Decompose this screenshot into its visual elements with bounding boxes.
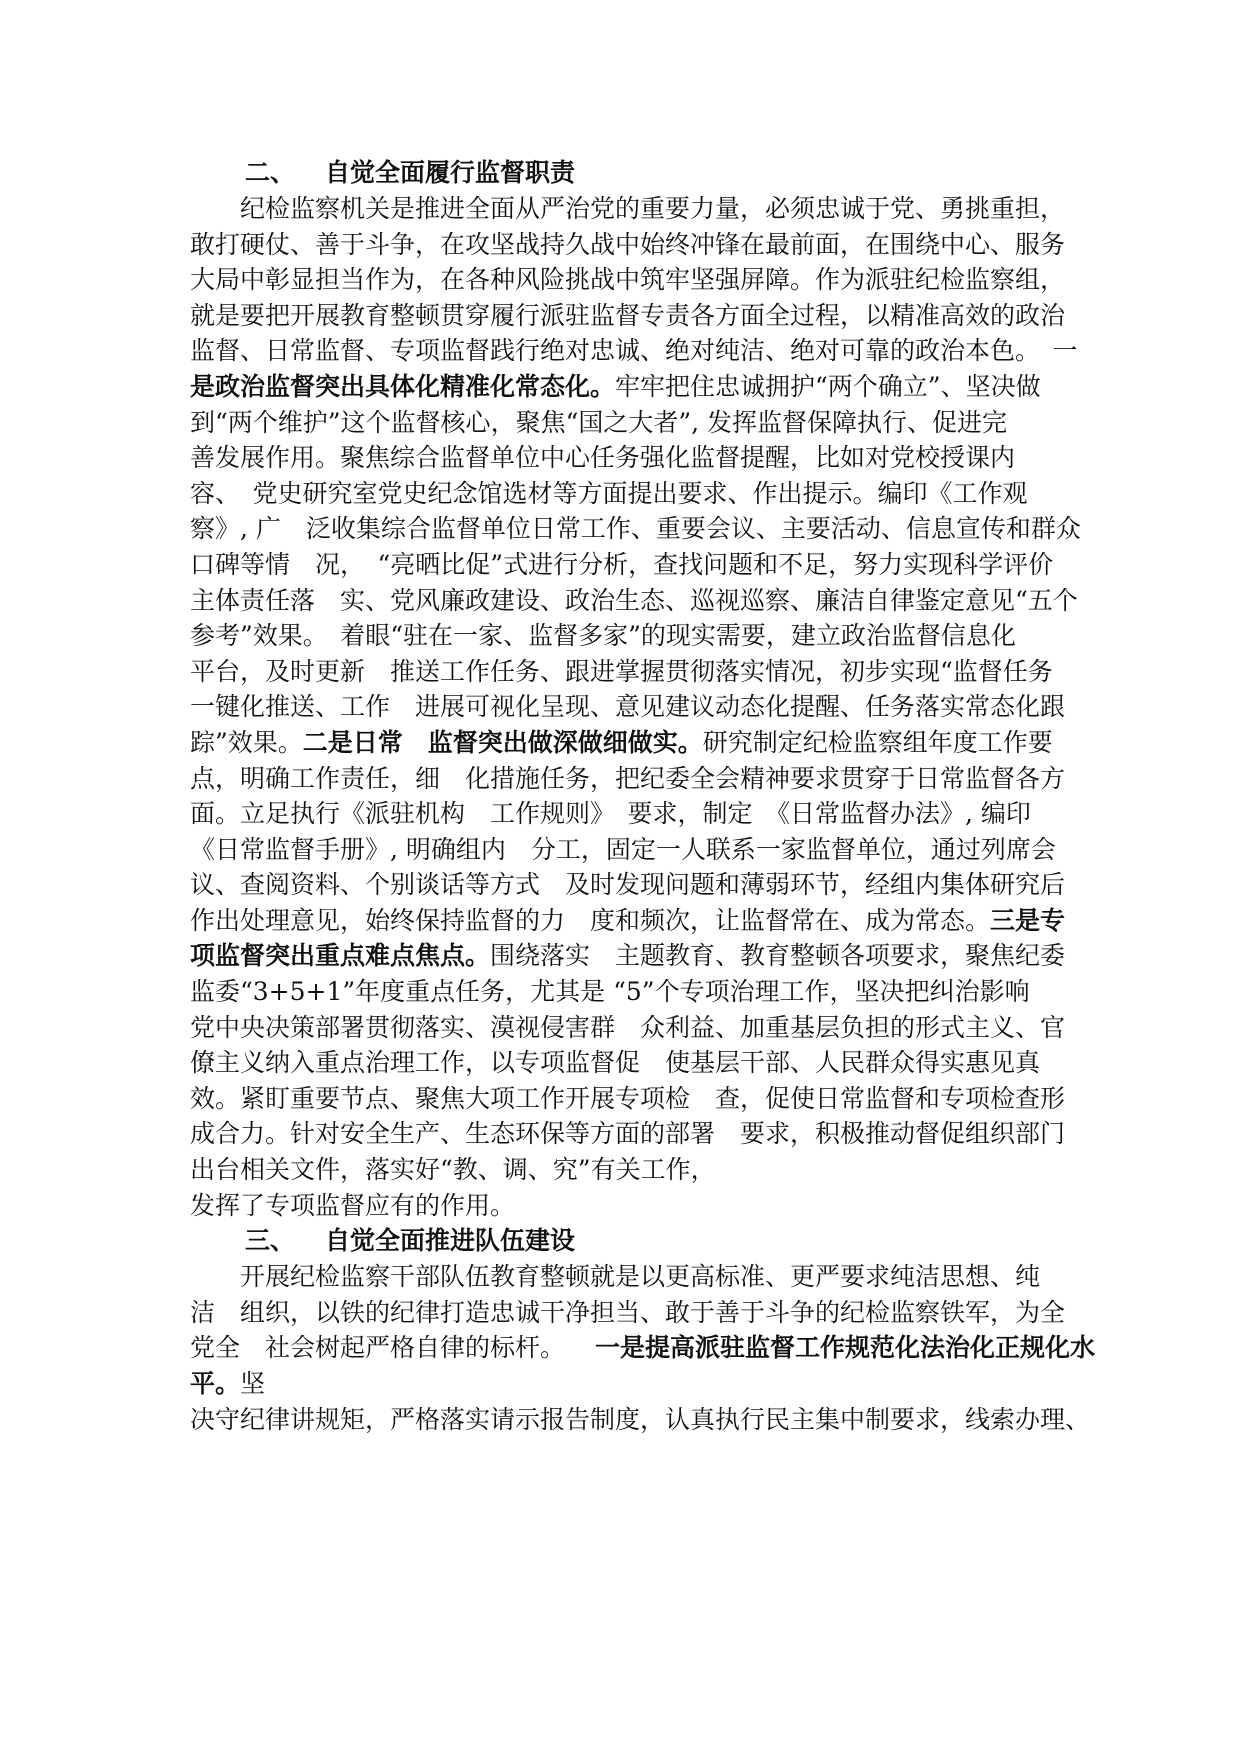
text-line: 一键化推送、工作 进展可视化呈现、意见建议动态化提醒、任务落实常态化跟 [190,692,1066,722]
text-line: 善发展作用。聚焦综合监督单位中心任务强化监督提醒，比如对党校授课内 [190,443,1016,473]
text-span: 作出处理意见，始终保持监督的力 度和频次，让监督常在、成为常态。 [190,905,991,935]
text-span: 研究制定纪检监察组年度工作要 [702,727,1053,757]
section-title: 自觉全面履行监督职责 [325,158,576,187]
text-line: 面。立足执行《派驻机构 工作规则》 要求，制定 《日常监督办法》, 编印 [190,799,1031,829]
text-line [190,1366,1060,1402]
text-line: 成合力。针对安全生产、生态环保等方面的部署 要求，积极推动督促组织部门 [190,1119,1066,1149]
text-line: 效。紧盯重要节点、聚焦大项工作开展专项检 查，促使日常监督和专项检查形 [190,1083,1066,1113]
text-line: 出台相关文件，落实好“教、调、究”有关工作， [190,1155,716,1185]
text-line: 纪检监察机关是推进全面从严治党的重要力量，必须忠诚于党、勇挑重担， [240,194,1066,223]
text-line: 就是要把开展教育整顿贯穿履行派驻监督专责各方面全过程，以精准高效的政治 [190,300,1066,330]
text-line [190,1330,1096,1366]
text-line: 议、查阅资料、个别谈话等方式 及时发现问题和薄弱环节，经组内集体研究后 [190,870,1066,900]
text-line: 决守纪律讲规矩，严格落实请示报告制度，认真执行民主集中制要求，线索办理、 [190,1404,1091,1434]
text-line: 发挥了专项监督应有的作用。 [190,1190,516,1220]
text-line: 口碑等情 况， “亮晒比促”式进行分析，查找问题和不足，努力实现科学评价 [190,549,1054,579]
text-line [190,369,1060,405]
bold-lead: 项监督突出重点难点焦点。 [190,941,491,971]
section-number: 三、 [245,1226,296,1256]
section-title: 自觉全面推进队伍建设 [325,1226,576,1256]
bold-lead: 三是专 [990,905,1066,935]
section-heading-2 [245,155,1060,191]
text-span: 坚 [240,1369,266,1398]
text-line: 僚主义纳入重点治理工作，以专项监督促 使基层干部、人民群众得实惠见真 [190,1048,1041,1078]
text-line: 洁 组织，以铁的纪律打造忠诚干净担当、敢于善于斗争的纪检监察铁军，为全 [190,1297,1066,1327]
bold-lead: 二是日常 监督突出做深做细做实。 [302,727,703,757]
text-line: 主体责任落 实、党风廉政建设、政治生态、巡视巡察、廉洁自律鉴定意见“五个 [190,585,1078,615]
text-line: 平台，及时更新 推送工作任务、跟进掌握贯彻落实情况，初步实现“监督任务 [190,656,1053,686]
text-line: 到“两个维护”这个监督核心，聚焦“国之大者”, 发挥监督保障执行、促进完 [190,407,1008,437]
text-line: 参考”效果。 着眼“驻在一家、监督多家”的现实需要，建立政治监督信息化 [190,621,1016,651]
text-line: 容、 党史研究室党史纪念馆选材等方面提出要求、作出提示。编印《工作观 [190,478,1028,508]
section-heading-3 [245,1223,1060,1259]
text-line: 点，明确工作责任，细 化措施任务，把纪委全会精神要求贯穿于日常监督各方 [190,763,1066,793]
text-line [190,903,1066,939]
text-line [190,938,1066,974]
text-line: 察》, 广 泛收集综合监督单位日常工作、重要会议、主要活动、信息宣传和群众 [190,514,1081,544]
bold-lead: 是政治监督突出具体化精准化常态化。 [190,371,616,401]
text-line: 敢打硬仗、善于斗争，在攻坚战持久战中始终冲锋在最前面，在围绕中心、服务 [190,229,1066,259]
text-span: 踪”效果。 [190,727,303,757]
text-line: 监委“3+5+1”年度重点任务，尤其是 “5”个专项治理工作，坚决把纠治影响 [190,977,1030,1007]
bold-lead: 一是提高派驻监督工作规范化法治化正规化水 [595,1333,1096,1363]
text-span: 围绕落实 主题教育、教育整顿各项要求，聚焦纪委 [490,941,1066,971]
bold-lead: 平。 [190,1369,241,1398]
text-span: 党全 社会树起严格自律的标杆。 [190,1333,566,1363]
text-line: 大局中彰显担当作为，在各种风险挑战中筑牢坚强屏障。作为派驻纪检监察组， [190,265,1066,295]
document-page [190,155,1096,1437]
text-line: 党中央决策部署贯彻落实、漠视侵害群 众利益、加重基层负担的形式主义、官 [190,1012,1066,1042]
section-number: 二、 [245,158,296,187]
text-span: 牢牢把住忠诚拥护“两个确立”、坚决做 [615,371,1041,401]
text-line: 开展纪检监察干部队伍教育整顿就是以更高标准、更严要求纯洁思想、纯 [240,1262,1041,1292]
text-line: 监督、日常监督、专项监督践行绝对忠诚、绝对纯洁、绝对可靠的政治本色。 一 [190,336,1078,366]
text-line [190,725,1060,761]
text-line: 《日常监督手册》, 明确组内 分工，固定一人联系一家监督单位，通过列席会 [190,834,1056,864]
